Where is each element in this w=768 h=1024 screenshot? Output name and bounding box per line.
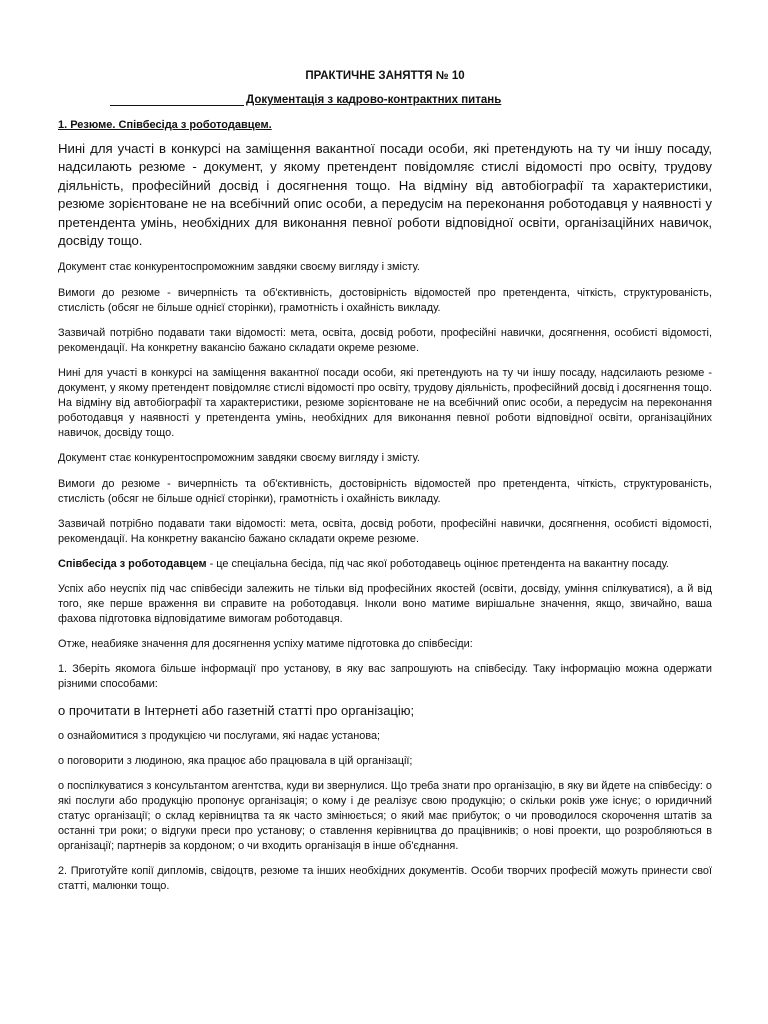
requirements-paragraph-repeat: Вимоги до резюме - вичерпність та об'єктивність, достовірність відомостей про претендента, чіткість, структурованість, стислість (обсяг не більше однієї сторінки), грамотність і охайність викладу.: [58, 478, 712, 506]
document-subtitle: Документація з кадрово-контрактних питань: [246, 94, 502, 106]
subtitle-row: [58, 94, 712, 106]
step-two-paragraph: 2. Приготуйте копії дипломів, свідоцтв, резюме та інших необхідних документів. Особи творчих професій можуть принести свої статті, малюнки тощо.: [58, 865, 712, 893]
list-item-read-online: о прочитати в Інтернеті або газетній статті про організацію;: [58, 703, 415, 719]
section-heading: 1. Резюме. Співбесіда з роботодавцем.: [58, 119, 272, 131]
competitive-paragraph: Документ стає конкурентоспроможним завдяки своєму вигляду і змісту.: [58, 261, 420, 274]
page-title: ПРАКТИЧНЕ ЗАНЯТТЯ № 10: [305, 70, 465, 82]
subtitle-underline-rule: [110, 94, 244, 106]
intro-paragraph-small: Нині для участі в конкурсі на заміщення вакантної посади особи, які претендують на ту чи іншу посаду, надсилають резюме - документ, у якому претендент повідомляє стислі відомості про освіту, трудову діяльність, професійний досвід і досягнення тощо. На відміну від автобіографії та характеристики, резюме зорієнтоване не на всебічний опис особи, а передусім на переконання роботодавця у наявності у претендента умінь, необхідних для виконання певної роботи відповідної освіти, організаційних навичок, досвіду тощо.: [58, 367, 712, 440]
info-paragraph: Зазвичай потрібно подавати таки відомості: мета, освіта, досвід роботи, професійні навички, досягнення, особисті відомості, рекомендації. На конкретну вакансію бажано складати окреме резюме.: [58, 327, 712, 355]
list-item-products: о ознайомитися з продукцією чи послугами, які надає установа;: [58, 730, 381, 743]
intro-paragraph-large: Нині для участі в конкурсі на заміщення вакантної посади особи, які претендують на ту чи іншу посаду, надсилають резюме - документ, у якому претендент повідомляє стислі відомості про освіту, трудову діяльність, професійний досвід і досягнення тощо. На відміну від автобіографії та характеристики, резюме зорієнтоване не на всебічний опис особи, а передусім на переконання роботодавця у наявності у претендента умінь, необхідних для виконання певної роботи відповідної освіти, організаційних навичок, досвіду тощо.: [58, 141, 712, 249]
success-paragraph: Успіх або неуспіх під час співбесіди залежить не тільки від професійних якостей (освіти, досвіду, уміння спілкуватися), а й від того, яке перше враження ви справите на роботодавця. Інколи воно матиме вирішальне значення, якщо, звичайно, ваша фахова підготовка відповідатиме вимогам роботодавця.: [58, 583, 712, 626]
list-item-talk: о поговорити з людиною, яка працює або працювала в цій організації;: [58, 755, 413, 768]
interview-definition-paragraph: [58, 557, 712, 572]
requirements-paragraph: Вимоги до резюме - вичерпність та об'єктивність, достовірність відомостей про претендента, чіткість, структурованість, стислість (обсяг не більше однієї сторінки), грамотність і охайність викладу.: [58, 287, 712, 315]
interview-term: Співбесіда з роботодавцем: [58, 558, 207, 571]
step-one-paragraph: 1. Зберіть якомога більше інформації про установу, в яку вас запрошують на співбесіду. Таку інформацію можна одержати різними способами:: [58, 663, 712, 691]
list-item-consultant: о поспілкуватися з консультантом агентства, куди ви звернулися. Що треба знати про організацію, в яку ви йдете на співбесіду: о які послуги або продукцію пропонує організація; о кому і де реалізує свою продукцію; о скільки років уже існує; о юридичний статус організації; о склад керівництва та як часто змінюється; о який має прибуток; о чи проводилося скорочення штатів за останні три роки; о відгуки преси про установу; о ставлення керівництва до працівників; о нові проекти, що розробляються в організації; партнерів за кордоном; о чи входить організація в інше об'єднання.: [58, 780, 712, 853]
competitive-paragraph-repeat: Документ стає конкурентоспроможним завдяки своєму вигляду і змісту.: [58, 452, 420, 465]
interview-definition: - це спеціальна бесіда, під час якої роботодавець оцінює претендента на вакантну посаду.: [206, 558, 669, 571]
info-paragraph-repeat: Зазвичай потрібно подавати таки відомості: мета, освіта, досвід роботи, професійні навички, досягнення, особисті відомості, рекомендації. На конкретну вакансію бажано складати окреме резюме.: [58, 518, 712, 546]
preparation-paragraph: Отже, неабияке значення для досягнення успіху матиме підготовка до співбесіди:: [58, 638, 473, 651]
